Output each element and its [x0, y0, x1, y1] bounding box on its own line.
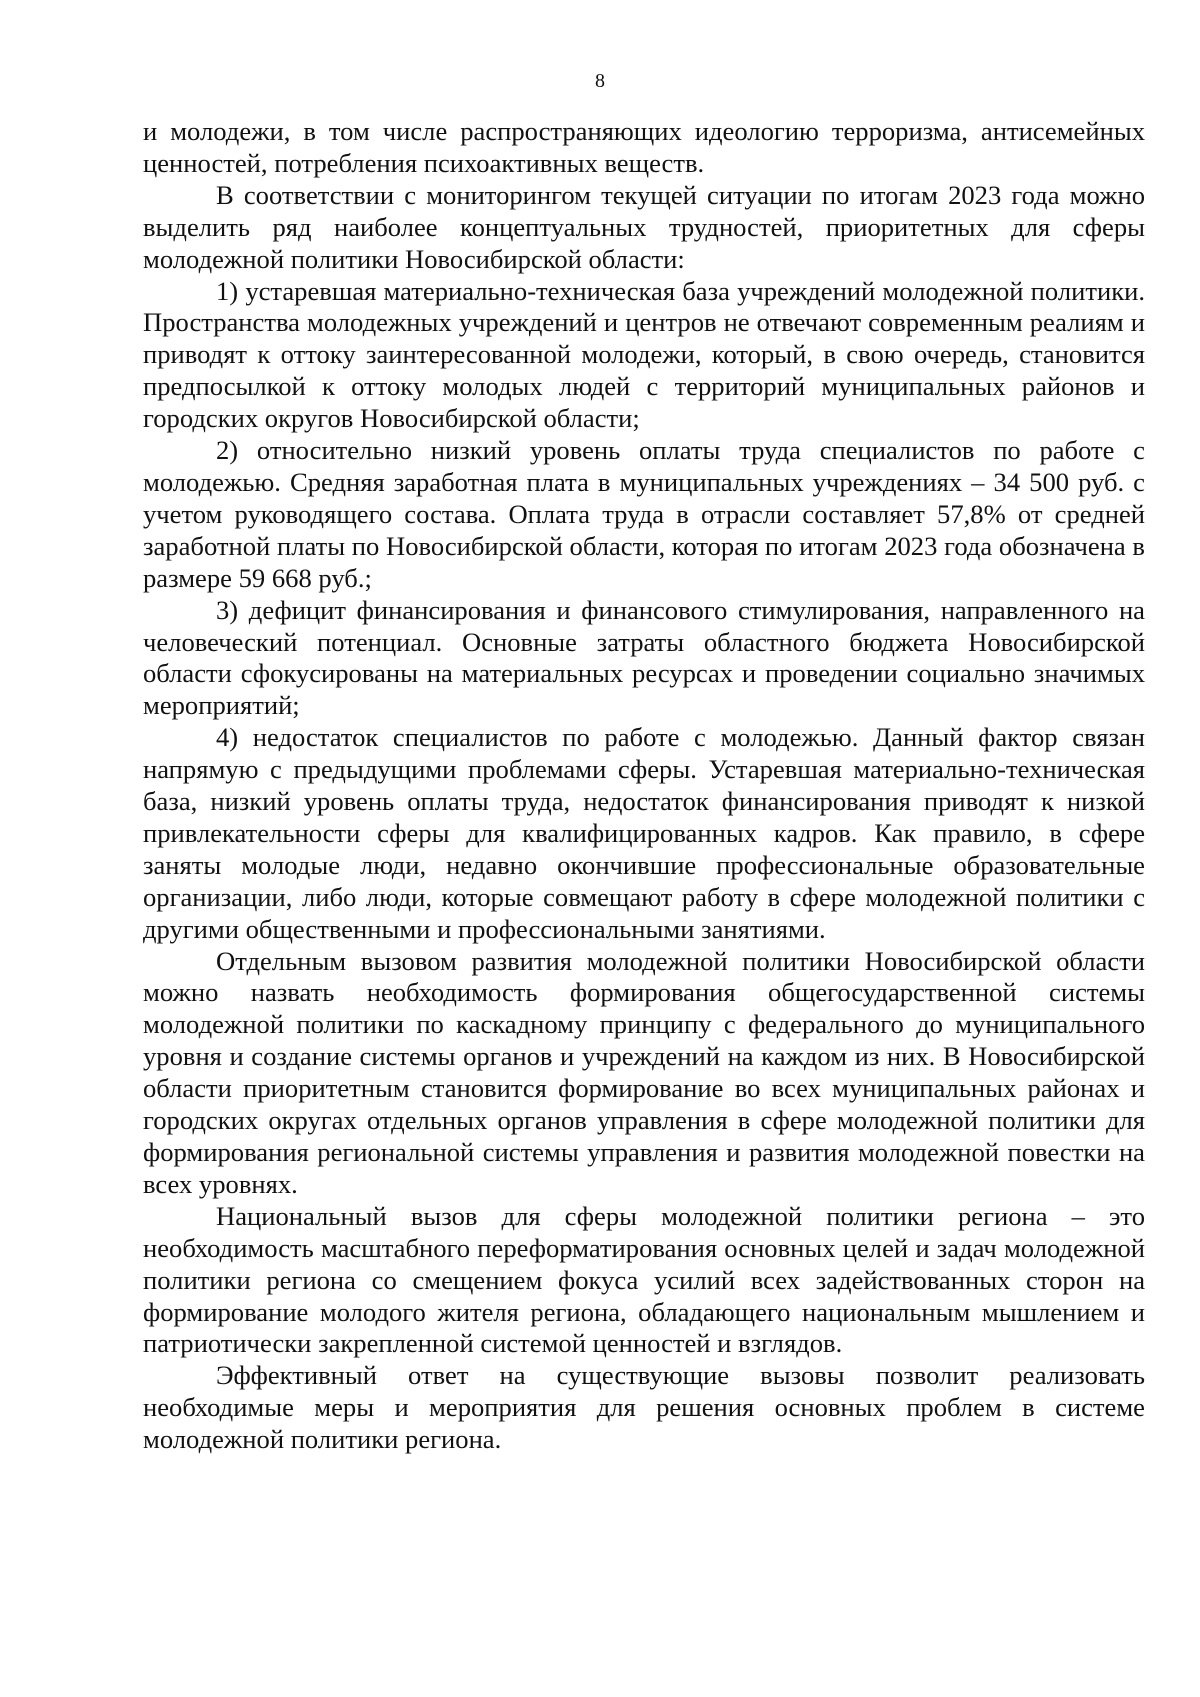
document-body	[143, 116, 1145, 1456]
page-number: 8	[595, 70, 605, 92]
paragraph-continuation: и молодежи, в том числе распространяющих идеологию терроризма, антисемейных ценностей, потребления психоактивных веществ.	[143, 116, 1145, 178]
paragraph-item-2: 2) относительно низкий уровень оплаты труда специалистов по работе с молодежью. Средняя заработная плата в муниципальных учреждениях – 34 500 руб. с учетом руководящего состава. Оплата труда в отрасли составляет 57,8% от средней заработной платы по Новосибирской области, которая по итогам 2023 года обозначена в размере 59 668 руб.;	[143, 435, 1145, 593]
paragraph-conclusion: Эффективный ответ на существующие вызовы позволит реализовать необходимые меры и мероприятия для решения основных проблем в системе молодежной политики региона.	[143, 1360, 1145, 1455]
paragraph-separate-challenge: Отдельным вызовом развития молодежной политики Новосибирской области можно назвать необходимость формирования общегосударственной системы молодежной политики по каскадному принципу с федерального до муниципального уровня и создание системы органов и учреждений на каждом из них. В Новосибирской области приоритетным становится формирование во всех муниципальных районах и городских округах отдельных органов управления в сфере молодежной политики для формирования региональной системы управления и развития молодежной повестки на всех уровнях.	[143, 945, 1145, 1199]
paragraph-item-4: 4) недостаток специалистов по работе с молодежью. Данный фактор связан напрямую с предыдущими проблемами сферы. Устаревшая материально-техническая база, низкий уровень оплаты труда, недостаток финансирования приводят к низкой привлекательности сферы для квалифицированных кадров. Как правило, в сфере заняты молодые люди, недавно окончившие профессиональные образовательные организации, либо люди, которые совмещают работу в сфере молодежной политики с другими общественными и профессиональными занятиями.	[143, 722, 1145, 944]
paragraph-intro-difficulties: В соответствии с мониторингом текущей ситуации по итогам 2023 года можно выделить ряд наиболее концептуальных трудностей, приоритетных для сферы молодежной политики Новосибирской области:	[143, 179, 1145, 274]
paragraph-item-1: 1) устаревшая материально-техническая база учреждений молодежной политики. Пространства молодежных учреждений и центров не отвечают современным реалиям и приводят к оттоку заинтересованной молодежи, который, в свою очередь, становится предпосылкой к оттоку молодых людей с территорий муниципальных районов и городских округов Новосибирской области;	[143, 275, 1145, 434]
paragraph-item-3: 3) дефицит финансирования и финансового стимулирования, направленного на человеческий потенциал. Основные затраты областного бюджета Новосибирской области сфокусированы на материальных ресурсах и проведении социально значимых мероприятий;	[143, 594, 1145, 721]
paragraph-national-challenge: Национальный вызов для сферы молодежной политики региона – это необходимость масштабного переформатирования основных целей и задач молодежной политики региона со смещением фокуса усилий всех задействованных сторон на формирование молодого жителя региона, обладающего национальным мышлением и патриотически закрепленной системой ценностей и взглядов.	[143, 1200, 1145, 1359]
